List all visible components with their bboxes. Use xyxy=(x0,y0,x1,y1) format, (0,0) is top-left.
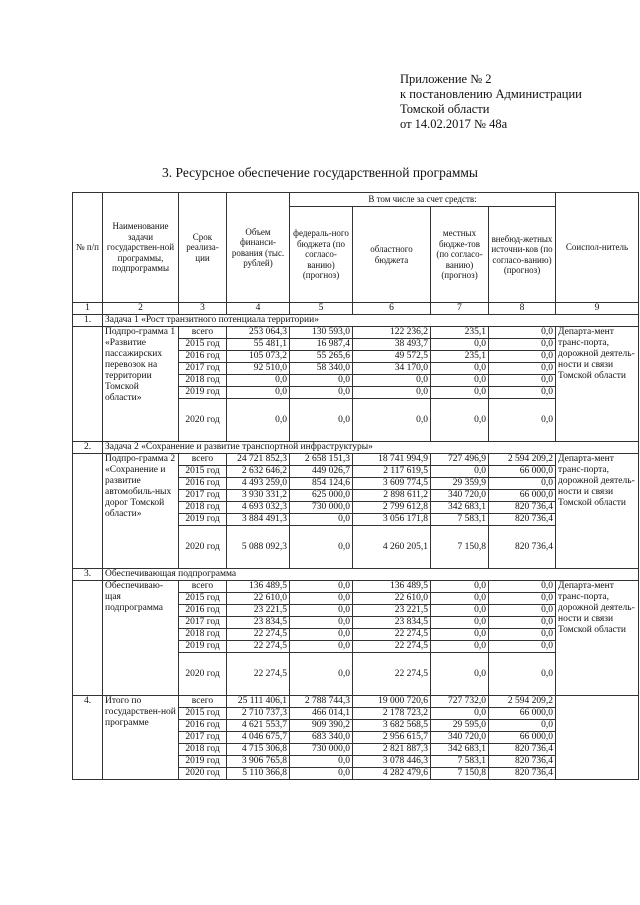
volume-cell: 5 088 092,3 xyxy=(227,526,290,569)
page-title: 3. Ресурсное обеспечение государственной программы xyxy=(162,165,478,180)
federal-cell: 0,0 xyxy=(290,617,353,629)
regional-cell: 38 493,7 xyxy=(353,339,431,351)
volume-cell: 136 489,5 xyxy=(227,581,290,593)
local-cell: 340 720,0 xyxy=(431,490,489,502)
extra-cell: 0,0 xyxy=(489,478,556,490)
volume-cell: 5 110 366,8 xyxy=(227,768,290,780)
federal-cell: 0,0 xyxy=(290,605,353,617)
row-number: 4. xyxy=(73,696,103,780)
volume-cell: 4 046 675,7 xyxy=(227,732,290,744)
local-cell: 0,0 xyxy=(431,399,489,442)
col-name-header: Наименование задачи государствен-ной программы, подпрограммы xyxy=(103,193,179,303)
regional-cell: 122 236,2 xyxy=(353,327,431,339)
section-heading-row xyxy=(73,569,639,581)
volume-cell: 22 610,0 xyxy=(227,593,290,605)
program-name: Обеспечиваю-щая подпрограмма xyxy=(103,581,179,696)
local-cell: 235,1 xyxy=(431,327,489,339)
col-regional-header: областного бюджета xyxy=(353,207,431,303)
term-cell: 2018 год xyxy=(179,744,227,756)
appendix-line-3: Томской области xyxy=(400,102,490,116)
local-cell: 29 595,0 xyxy=(431,720,489,732)
extra-cell: 2 594 209,2 xyxy=(489,696,556,708)
regional-cell: 23 221,5 xyxy=(353,605,431,617)
extra-cell: 820 736,4 xyxy=(489,756,556,768)
federal-cell: 2 788 744,3 xyxy=(290,696,353,708)
col-group-header: В том числе за счет средств: xyxy=(290,193,556,207)
local-cell: 0,0 xyxy=(431,629,489,641)
regional-cell: 19 000 720,6 xyxy=(353,696,431,708)
appendix-header xyxy=(400,72,635,132)
term-cell: 2016 год xyxy=(179,351,227,363)
federal-cell: 854 124,6 xyxy=(290,478,353,490)
blank-cell xyxy=(73,327,103,442)
col-number: 4 xyxy=(227,303,290,315)
federal-cell: 55 265,6 xyxy=(290,351,353,363)
term-cell: 2020 год xyxy=(179,399,227,442)
local-cell: 0,0 xyxy=(431,593,489,605)
federal-cell: 0,0 xyxy=(290,641,353,653)
extra-cell: 820 736,4 xyxy=(489,502,556,514)
extra-cell: 820 736,4 xyxy=(489,514,556,526)
regional-cell: 2 178 723,2 xyxy=(353,708,431,720)
local-cell: 0,0 xyxy=(431,375,489,387)
term-cell: 2017 год xyxy=(179,363,227,375)
local-cell: 7 150,8 xyxy=(431,526,489,569)
local-cell: 0,0 xyxy=(431,617,489,629)
federal-cell: 0,0 xyxy=(290,629,353,641)
local-cell: 7 150,8 xyxy=(431,768,489,780)
program-name: Подпро-грамма 2 «Сохранение и развитие автомобиль-ных дорог Томской области» xyxy=(103,454,179,569)
header-row-group xyxy=(73,193,639,207)
regional-cell: 49 572,5 xyxy=(353,351,431,363)
regional-cell: 22 274,5 xyxy=(353,641,431,653)
term-cell: всего xyxy=(179,581,227,593)
data-row xyxy=(73,581,639,593)
regional-cell: 3 609 774,5 xyxy=(353,478,431,490)
volume-cell: 25 111 406,1 xyxy=(227,696,290,708)
regional-cell: 23 834,5 xyxy=(353,617,431,629)
volume-cell: 253 064,3 xyxy=(227,327,290,339)
col-federal-header: федераль-ного бюджета (по согласо-ванию) (прогноз) xyxy=(290,207,353,303)
volume-cell: 105 073,2 xyxy=(227,351,290,363)
regional-cell: 34 170,0 xyxy=(353,363,431,375)
local-cell: 0,0 xyxy=(431,581,489,593)
term-cell: 2015 год xyxy=(179,339,227,351)
program-name: Итого по государствен-ной программе xyxy=(103,696,179,780)
local-cell: 342 683,1 xyxy=(431,744,489,756)
regional-cell: 18 741 994,9 xyxy=(353,454,431,466)
col-number: 8 xyxy=(489,303,556,315)
term-cell: 2018 год xyxy=(179,502,227,514)
regional-cell: 2 898 611,2 xyxy=(353,490,431,502)
regional-cell: 2 799 612,8 xyxy=(353,502,431,514)
federal-cell: 625 000,0 xyxy=(290,490,353,502)
term-cell: 2019 год xyxy=(179,756,227,768)
extra-cell: 66 000,0 xyxy=(489,708,556,720)
extra-cell: 0,0 xyxy=(489,641,556,653)
volume-cell: 92 510,0 xyxy=(227,363,290,375)
federal-cell: 730 000,0 xyxy=(290,744,353,756)
extra-cell: 820 736,4 xyxy=(489,526,556,569)
extra-cell: 0,0 xyxy=(489,387,556,399)
federal-cell: 0,0 xyxy=(290,593,353,605)
term-cell: 2017 год xyxy=(179,490,227,502)
federal-cell: 683 340,0 xyxy=(290,732,353,744)
extra-cell: 0,0 xyxy=(489,629,556,641)
term-cell: 2015 год xyxy=(179,708,227,720)
total-row xyxy=(73,696,639,708)
col-term-header: Срок реализа-ции xyxy=(179,193,227,303)
extra-cell: 0,0 xyxy=(489,351,556,363)
regional-cell: 22 610,0 xyxy=(353,593,431,605)
local-cell: 235,1 xyxy=(431,351,489,363)
local-cell: 29 359,9 xyxy=(431,478,489,490)
extra-cell: 0,0 xyxy=(489,593,556,605)
term-cell: 2017 год xyxy=(179,617,227,629)
federal-cell: 449 026,7 xyxy=(290,466,353,478)
extra-cell: 0,0 xyxy=(489,339,556,351)
regional-cell: 4 260 205,1 xyxy=(353,526,431,569)
term-cell: всего xyxy=(179,327,227,339)
federal-cell: 0,0 xyxy=(290,756,353,768)
local-cell: 727 732,0 xyxy=(431,696,489,708)
local-cell: 0,0 xyxy=(431,605,489,617)
term-cell: всего xyxy=(179,696,227,708)
federal-cell: 0,0 xyxy=(290,653,353,696)
regional-cell: 136 489,5 xyxy=(353,581,431,593)
local-cell: 0,0 xyxy=(431,339,489,351)
section-heading-row xyxy=(73,315,639,327)
federal-cell: 0,0 xyxy=(290,514,353,526)
regional-cell: 4 282 479,6 xyxy=(353,768,431,780)
blank-cell xyxy=(73,454,103,569)
volume-cell: 22 274,5 xyxy=(227,641,290,653)
col-number: 6 xyxy=(353,303,431,315)
term-cell: 2017 год xyxy=(179,732,227,744)
extra-cell: 0,0 xyxy=(489,399,556,442)
regional-cell: 22 274,5 xyxy=(353,629,431,641)
col-co-header: Соиспол-нитель xyxy=(556,193,639,303)
regional-cell: 3 078 446,3 xyxy=(353,756,431,768)
data-row xyxy=(73,327,639,339)
extra-cell: 66 000,0 xyxy=(489,732,556,744)
federal-cell: 58 340,0 xyxy=(290,363,353,375)
volume-cell: 4 621 553,7 xyxy=(227,720,290,732)
co-executor xyxy=(556,696,639,780)
section-number: 1. xyxy=(73,315,103,327)
term-cell: 2016 год xyxy=(179,720,227,732)
term-cell: 2020 год xyxy=(179,653,227,696)
col-number: 7 xyxy=(431,303,489,315)
extra-cell: 0,0 xyxy=(489,617,556,629)
section-heading-row xyxy=(73,442,639,454)
section-number: 3. xyxy=(73,569,103,581)
federal-cell: 466 014,1 xyxy=(290,708,353,720)
local-cell: 0,0 xyxy=(431,653,489,696)
term-cell: 2019 год xyxy=(179,514,227,526)
volume-cell: 4 493 259,0 xyxy=(227,478,290,490)
volume-cell: 0,0 xyxy=(227,375,290,387)
volume-cell: 3 930 331,2 xyxy=(227,490,290,502)
extra-cell: 820 736,4 xyxy=(489,744,556,756)
section-number: 2. xyxy=(73,442,103,454)
federal-cell: 16 987,4 xyxy=(290,339,353,351)
col-num-header: № п/п xyxy=(73,193,103,303)
volume-cell: 3 906 765,8 xyxy=(227,756,290,768)
extra-cell: 820 736,4 xyxy=(489,768,556,780)
program-name: Подпро-грамма 1 «Развитие пассажирских перевозок на территории Томской области» xyxy=(103,327,179,442)
local-cell: 7 583,1 xyxy=(431,756,489,768)
local-cell: 0,0 xyxy=(431,387,489,399)
regional-cell: 22 274,5 xyxy=(353,653,431,696)
volume-cell: 22 274,5 xyxy=(227,629,290,641)
federal-cell: 0,0 xyxy=(290,399,353,442)
term-cell: 2016 год xyxy=(179,478,227,490)
co-executor: Департа-мент транс-порта, дорожной деятель-ности и связи Томской области xyxy=(556,454,639,569)
co-executor: Департа-мент транс-порта, дорожной деятель-ности и связи Томской области xyxy=(556,581,639,696)
federal-cell: 0,0 xyxy=(290,768,353,780)
volume-cell: 22 274,5 xyxy=(227,653,290,696)
volume-cell: 55 481,1 xyxy=(227,339,290,351)
local-cell: 342 683,1 xyxy=(431,502,489,514)
appendix-line-2: к постановлению Администрации xyxy=(400,87,582,101)
volume-cell: 2 710 737,3 xyxy=(227,708,290,720)
regional-cell: 3 056 171,8 xyxy=(353,514,431,526)
volume-cell: 3 884 491,3 xyxy=(227,514,290,526)
local-cell: 0,0 xyxy=(431,708,489,720)
federal-cell: 2 658 151,3 xyxy=(290,454,353,466)
local-cell: 340 720,0 xyxy=(431,732,489,744)
regional-cell: 3 682 568,5 xyxy=(353,720,431,732)
col-extra-header: внебюд-жетных источни-ков (по согласо-ванию) (прогноз) xyxy=(489,207,556,303)
co-executor: Департа-мент транс-порта, дорожной деятель-ности и связи Томской области xyxy=(556,327,639,442)
extra-cell: 0,0 xyxy=(489,363,556,375)
federal-cell: 730 000,0 xyxy=(290,502,353,514)
volume-cell: 23 834,5 xyxy=(227,617,290,629)
term-cell: всего xyxy=(179,454,227,466)
volume-cell: 4 715 306,8 xyxy=(227,744,290,756)
section-heading: Задача 2 «Сохранение и развитие транспортной инфраструктуры» xyxy=(103,442,639,454)
local-cell: 0,0 xyxy=(431,641,489,653)
extra-cell: 0,0 xyxy=(489,581,556,593)
resource-table xyxy=(72,192,639,780)
extra-cell: 2 594 209,2 xyxy=(489,454,556,466)
resource-table-wrap xyxy=(72,192,639,780)
federal-cell: 0,0 xyxy=(290,526,353,569)
term-cell: 2020 год xyxy=(179,768,227,780)
volume-cell: 24 721 852,3 xyxy=(227,454,290,466)
federal-cell: 0,0 xyxy=(290,581,353,593)
col-number: 2 xyxy=(103,303,179,315)
regional-cell: 2 956 615,7 xyxy=(353,732,431,744)
extra-cell: 66 000,0 xyxy=(489,490,556,502)
regional-cell: 2 117 619,5 xyxy=(353,466,431,478)
extra-cell: 0,0 xyxy=(489,375,556,387)
section-heading: Задача 1 «Рост транзитного потенциала территории» xyxy=(103,315,639,327)
term-cell: 2019 год xyxy=(179,641,227,653)
volume-cell: 2 632 646,2 xyxy=(227,466,290,478)
regional-cell: 0,0 xyxy=(353,375,431,387)
col-number: 3 xyxy=(179,303,227,315)
volume-cell: 0,0 xyxy=(227,399,290,442)
extra-cell: 0,0 xyxy=(489,653,556,696)
extra-cell: 0,0 xyxy=(489,720,556,732)
local-cell: 0,0 xyxy=(431,466,489,478)
term-cell: 2016 год xyxy=(179,605,227,617)
term-cell: 2018 год xyxy=(179,375,227,387)
blank-cell xyxy=(73,581,103,696)
term-cell: 2020 год xyxy=(179,526,227,569)
federal-cell: 130 593,0 xyxy=(290,327,353,339)
volume-cell: 23 221,5 xyxy=(227,605,290,617)
volume-cell: 4 693 032,3 xyxy=(227,502,290,514)
appendix-line-4: от 14.02.2017 № 48а xyxy=(400,117,508,131)
volume-cell: 0,0 xyxy=(227,387,290,399)
col-number: 1 xyxy=(73,303,103,315)
local-cell: 7 583,1 xyxy=(431,514,489,526)
appendix-line-1: Приложение № 2 xyxy=(400,72,492,86)
term-cell: 2015 год xyxy=(179,466,227,478)
column-number-row xyxy=(73,303,639,315)
col-number: 9 xyxy=(556,303,639,315)
extra-cell: 0,0 xyxy=(489,327,556,339)
extra-cell: 66 000,0 xyxy=(489,466,556,478)
federal-cell: 0,0 xyxy=(290,387,353,399)
federal-cell: 0,0 xyxy=(290,375,353,387)
extra-cell: 0,0 xyxy=(489,605,556,617)
term-cell: 2018 год xyxy=(179,629,227,641)
term-cell: 2015 год xyxy=(179,593,227,605)
regional-cell: 0,0 xyxy=(353,399,431,442)
regional-cell: 0,0 xyxy=(353,387,431,399)
federal-cell: 909 390,2 xyxy=(290,720,353,732)
local-cell: 0,0 xyxy=(431,363,489,375)
col-volume-header: Объем финанси-рования (тыс. рублей) xyxy=(227,193,290,303)
local-cell: 727 496,9 xyxy=(431,454,489,466)
regional-cell: 2 821 887,3 xyxy=(353,744,431,756)
col-local-header: местных бюдже-тов (по согласо-ванию) (прогноз) xyxy=(431,207,489,303)
term-cell: 2019 год xyxy=(179,387,227,399)
col-number: 5 xyxy=(290,303,353,315)
section-heading: Обеспечивающая подпрограмма xyxy=(103,569,639,581)
data-row xyxy=(73,454,639,466)
